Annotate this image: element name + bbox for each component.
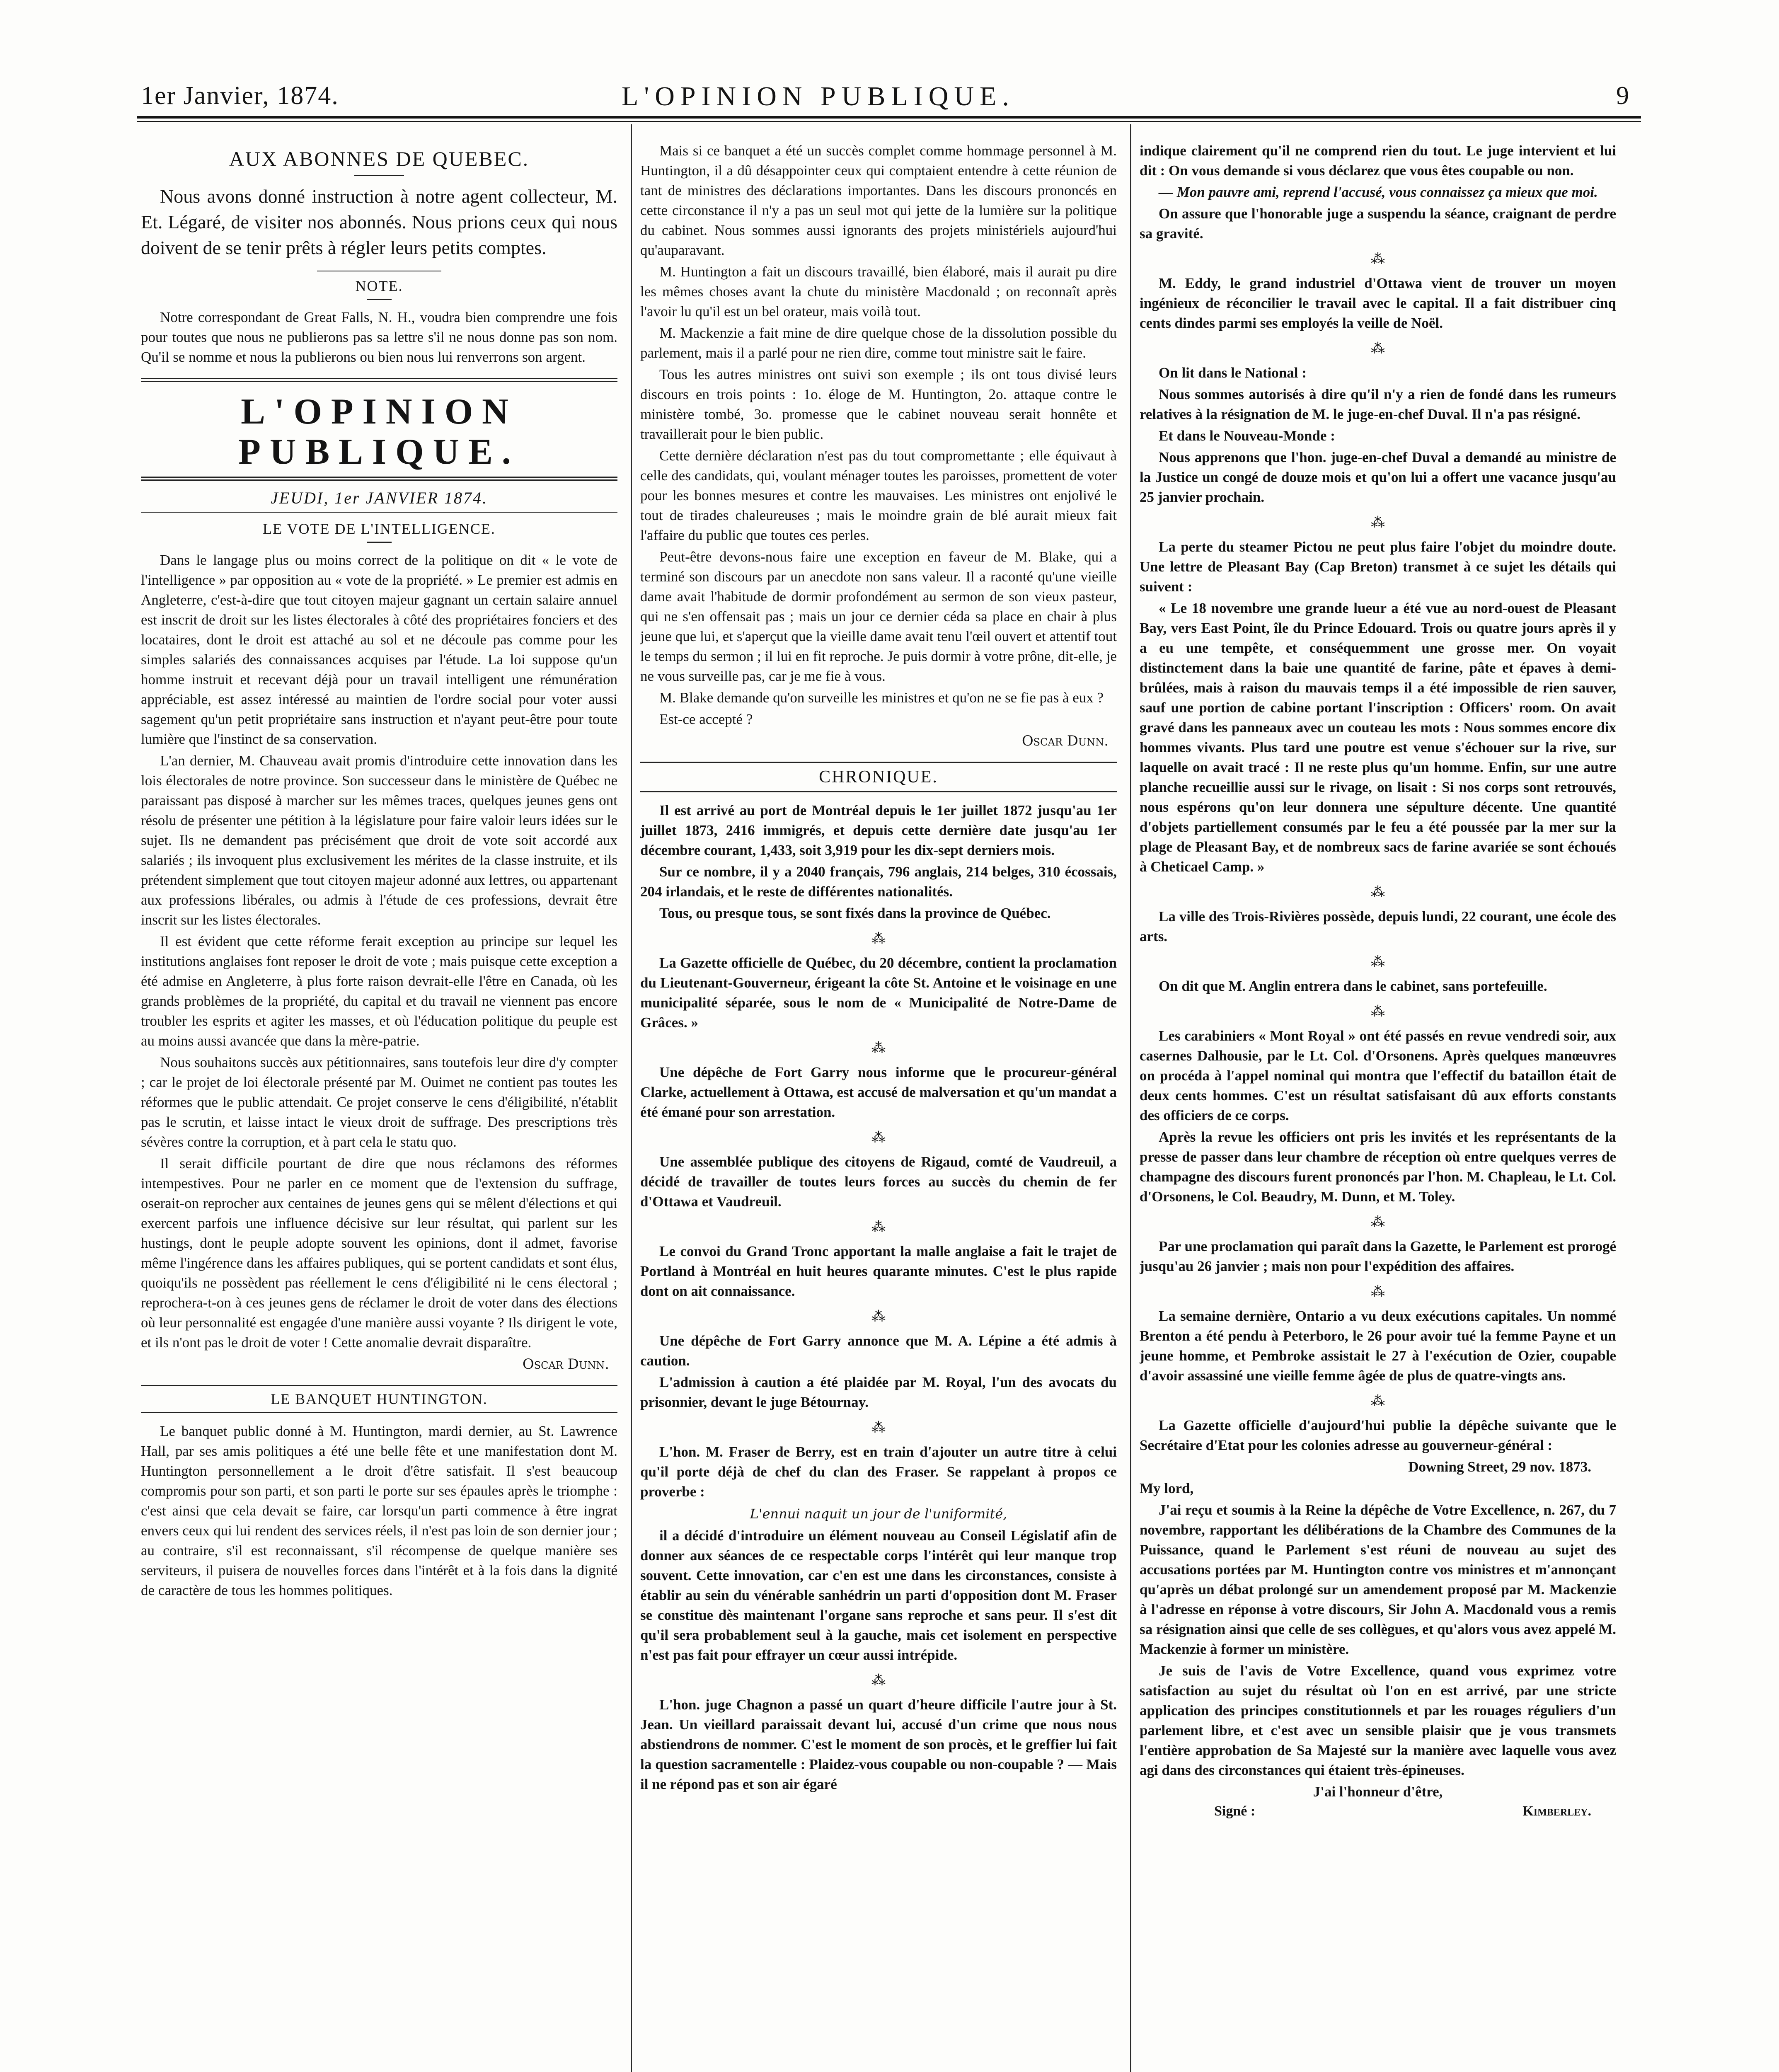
national-intro: On lit dans le National :	[1159, 365, 1307, 381]
dateline-rule	[141, 512, 617, 513]
nouveau-monde-intro: Et dans le Nouveau-Monde :	[1159, 428, 1335, 444]
letter-closing: J'ai l'honneur d'être,	[1313, 1784, 1443, 1800]
chronique-item: il a décidé d'introduire un élément nouveau au Conseil Législatif afin de donner aux séances de ce respectable corps l'intérêt qui leur manque trop souvent. Cette innovation, car c'en est une dans les circonstances, consiste à établir au sein du vénérable sanhédrin un parti d'opposition dont M. Fraser se constitue dès maintenant l'organe sans reproche et sans peur. Il s'est dit qu'il sera probablement seul à la gauche, mais cet isolement en perspective n'est pas fait pour effrayer un cœur aussi intrépide.	[640, 1527, 1117, 1663]
chronique-item: Une dépêche de Fort Garry annonce que M. A. Lépine a été admis à caution.	[640, 1333, 1117, 1369]
note-title: NOTE.	[355, 278, 403, 294]
vote-para: Il est évident que cette réforme ferait exception au principe sur lequel les institutions anglaises font reposer le droit de vote ; mais puisque cette exception a été admise en Angleterre, à plus forte raison devrait-elle l'être en Canada, où les grands problèmes de la propriété, du capital et du travail ne viennent pas encore troubler les esprits et agiter les masses, et où l'éducation politique du peuple est au moins aussi avancée que dans la mère-patrie.	[141, 933, 617, 1049]
chronique-item: Une assemblée publique des citoyens de Rigaud, comté de Vaudreuil, a décidé de travailler de toutes leurs forces au succès du chemin de fer d'Ottawa et Vaudreuil.	[640, 1154, 1117, 1210]
vote-para: Dans le langage plus ou moins correct de la politique on dit « le vote de l'intelligence » par opposition au « vote de la propriété. » Le premier est admis en Angleterre, c'est-à-dire que tout citoyen majeur gagnant un certain salaire annuel est inscrit de droit sur les listes électorales à côté des propriétaires fonciers et des locataires, dont le droit est attaché au sol et ne découle pas comme pour les simples salariés des connaissances acquises par l'étude. La loi suppose qu'un homme instruit et recevant déjà pour un travail intelligent une rémunération appréciable, est assez intéressé au maintien de l'ordre social pour voter aussi sagement qu'un petit propriétaire sans instruction et n'ayant peut-être pour toute lumière que l'instinct de sa conservation.	[141, 552, 617, 747]
carabiniers-para: Les carabiniers « Mont Royal » ont été passés en revue vendredi soir, aux casernes Dalhousie, par le Lt. Col. d'Orsonens. Après quelques manœuvres on procéda à l'appel nominal qui montra que l'effectif du bataillon était de deux cents hommes. C'est un résultat satisfaisant dû aux efforts constants des officiers de ce corps.	[1140, 1028, 1616, 1123]
separator-stars: ⁂	[871, 1419, 886, 1436]
chronique-item: Le convoi du Grand Tronc apportant la malle anglaise a fait le trajet de Portland à Montréal en huit heures quarante minutes. C'est le plus rapide dont on ait connaissance.	[640, 1243, 1117, 1299]
separator-stars: ⁂	[871, 930, 886, 947]
gazette-intro: La Gazette officielle d'aujourd'hui publie la dépêche suivante que le Secrétaire d'Etat pour les colonies adresse au gouverneur-général :	[1140, 1417, 1616, 1453]
chronique-item: L'hon. juge Chagnon a passé un quart d'heure difficile l'autre jour à St. Jean. Un vieillard paraissait devant lui, accusé d'un crime que nous nous abstiendrons de nommer. C'est le moment de son procès, et le greffier lui fait la question sacramentelle : Plaidez-vous coupable ou non-coupable ? — Mais il ne répond pas et son air égaré	[640, 1697, 1117, 1792]
letter-dateline: Downing Street, 29 nov. 1873.	[1408, 1459, 1591, 1475]
letter-salutation: My lord,	[1140, 1480, 1194, 1496]
header-title: L'OPINION PUBLIQUE.	[622, 81, 1015, 111]
vote-para: Il serait difficile pourtant de dire que nous réclamons des réformes intempestives. Pour ne parler en ce moment que de l'extension du suffrage, oserait-on reprocher aux centaines de jeunes gens qui se mêlent d'élections et qui exercent parfois une influence décisive sur leur résultat, qui parlent sur les hustings, dont le peuple adopte souvent les opinions, dont il admet, favorise même l'ingérence dans les affaires publiques, qui se portent candidats et sont élus, quoiqu'ils ne possèdent pas réellement le cens d'éligibilité ni le cens électoral ; reprochera-t-on à ces jeunes gens de réclamer le droit de voter dans des élections où leur personnalité est engagée d'une manière aussi voyante ? Ils dirigent le vote, et ils n'ont pas le droit de voter ! Cette anomalie devrait disparaître.	[141, 1155, 617, 1351]
vote-signature: Oscar Dunn.	[522, 1356, 609, 1372]
vote-title-rule	[367, 542, 392, 543]
banquet-title: LE BANQUET HUNTINGTON.	[141, 1385, 617, 1413]
column-divider-2	[1130, 124, 1131, 2072]
chronique-item: Il est arrivé au port de Montréal depuis le 1er juillet 1872 jusqu'au 1er juillet 1873, 2416 immigrés, et depuis cette dernière date jusqu'au 1er décembre courant, 1,433, soit 3,919 pour les dix-sept derniers mois.	[640, 802, 1117, 858]
chronique-item: M. Eddy, le grand industriel d'Ottawa vient de trouver un moyen ingénieux de réconcilier le travail avec le capital. Il a fait distribuer cinq cents dindes parmi ses employés la veille de Noël.	[1140, 275, 1616, 331]
chronique-item: La Gazette officielle de Québec, du 20 décembre, contient la proclamation du Lieutenant-Gouverneur, érigeant la côte St. Antoine et le voisinage en une municipalité séparée, sous le nom de « Municipalité de Notre-Dame de Grâces. »	[640, 955, 1117, 1031]
separator-stars: ⁂	[1371, 884, 1385, 900]
banquet-para: Cette dernière déclaration n'est pas du tout compromettante ; elle équivaut à celle des candidats, qui, voulant ménager toutes les paroisses, promettent de voter pour les bonnes mesures et contre les mauvaises. Les ministres ont enjolivé le tout de tirades chaleureuses ; mais le moindre grain de blé aurait mieux fait l'affaire du public que toutes ces perles.	[640, 448, 1117, 543]
column-divider-1	[631, 124, 632, 2072]
masthead-bottom-rule	[141, 477, 617, 481]
banquet-para: M. Huntington a fait un discours travaillé, bien élaboré, mais il aurait pu dire les mêmes choses avant la chute du ministère Macdonald ; on reconnaît après l'avoir lu qu'il est un bel orateur, mais voilà tout.	[640, 264, 1117, 320]
separator-stars: ⁂	[871, 1129, 886, 1146]
notice-body: Nous avons donné instruction à notre agent collecteur, M. Et. Légaré, de visiter nos abonnés. Nous prions ceux qui nous doivent de se tenir prêts à régler leurs petits comptes.	[141, 186, 617, 258]
separator-stars: ⁂	[871, 1219, 886, 1235]
anglin: On dit que M. Anglin entrera dans le cabinet, sans portefeuille.	[1159, 978, 1547, 994]
separator-stars: ⁂	[1371, 1283, 1385, 1300]
separator-stars: ⁂	[1371, 1393, 1385, 1409]
banquet-para: Le banquet public donné à M. Huntington, mardi dernier, au St. Lawrence Hall, par ses amis politiques a été une belle fête et une manifestation dont M. Huntington personnellement a le droit d'être satisfait. Il s'est beaucoup compromis pour son parti, et son parti le porte sur ses épaules après le triomphe : c'est ainsi que cela devait se faire, car lorsqu'un parti commence à être ingrat envers ceux qui lui rendent des services réels, il n'est pas loin de son dernier jour ; au contraire, s'il est reconnaissant, s'il récompense de quelque manière ses serviteurs, il puisera de nouvelles forces dans l'intérêt et à la fois dans la dignité de caractère de tous les hommes politiques.	[141, 1423, 617, 1598]
banquet-para: Mais si ce banquet a été un succès complet comme hommage personnel à M. Huntington, il a dû désappointer ceux qui comptaient entendre à cette réunion de tant de ministres des déclarations importantes. Dans les discours prononcés en cette circonstance il n'y a pas un seul mot qui jette de la lumière sur la politique du cabinet. Nous sommes aussi ignorants des projets ministériels aujourd'hui qu'auparavant.	[640, 143, 1117, 258]
chronique-item: On assure que l'honorable juge a suspendu la séance, craignant de perdre sa gravité.	[1140, 206, 1616, 242]
vote-title: LE VOTE DE L'INTELLIGENCE.	[263, 520, 496, 537]
chronique-item: — Mon pauvre ami, reprend l'accusé, vous connaissez ça mieux que moi.	[1159, 184, 1598, 200]
header-rule	[137, 116, 1641, 119]
separator-stars: ⁂	[871, 1672, 886, 1689]
chronique-item: Tous, ou presque tous, se sont fixés dans la province de Québec.	[659, 905, 1051, 921]
separator-stars: ⁂	[1371, 1214, 1385, 1230]
header-rule-2	[137, 121, 1641, 122]
notice-title-rule	[354, 175, 404, 176]
separator-stars: ⁂	[1371, 251, 1385, 267]
note-title-rule	[367, 299, 392, 300]
column-1	[141, 141, 617, 2072]
chronique-title: CHRONIQUE.	[640, 762, 1117, 792]
carabiniers-para: Après la revue les officiers ont pris les invités et les représentants de la presse de passer dans leur chambre de réception où entre quelques verres de champagne des discours furent prononcés par l'hon. M. Chapleau, le Lt. Col. d'Orsonens, le Col. Beaudry, M. Dunn, et M. Toley.	[1140, 1129, 1616, 1205]
chronique-item: L'hon. M. Fraser de Berry, est en train d'ajouter un autre titre à celui qu'il porte déjà de chef du clan des Fraser. Se rappelant à propos ce proverbe :	[640, 1444, 1117, 1500]
banquet-para: M. Blake demande qu'on surveille les ministres et qu'on ne se fie pas à eux ?	[659, 690, 1104, 706]
pictou-para: La perte du steamer Pictou ne peut plus faire l'objet du moindre doute. Une lettre de Pleasant Bay (Cap Breton) transmet à ce sujet les détails qui suivent :	[1140, 539, 1616, 595]
banquet-para: Peut-être devons-nous faire une exception en faveur de M. Blake, qui a terminé son discours par un anecdote non sans valeur. Il a raconté qu'une vieille dame avait l'habitude de dormir profondément au sermon de son vieux pasteur, qui ne s'en offensait pas ; mais un jour ce dernier céda sa place en chair à plus jeune que lui, et s'aperçut que la vieille dame avait tenu l'œil ouvert et attentif tout le temps du sermon ; il lui en fit reproche. Je puis dormir à votre prône, dit-elle, je ne vous surveille pas, car je me fie à vous.	[640, 549, 1117, 684]
banquet-para: M. Mackenzie a fait mine de dire quelque chose de la dissolution possible du parlement, mais il a parlé pour ne rien dire, comme tout ministre sait le faire.	[640, 325, 1117, 361]
vote-para: Nous souhaitons succès aux pétitionnaires, sans toutefois leur dire d'y compter ; car le projet de loi électorale présenté par M. Ouimet ne contient pas toutes les réformes que le public attendait. Ce projet conserve le cens d'éligibilité, n'établit pas le scrutin, et laisse intact le vieux droit de suffrage. Des prescriptions très sévères contre la corruption, et à part cela le statu quo.	[141, 1054, 617, 1150]
separator-stars: ⁂	[1371, 954, 1385, 970]
letter-signed	[1140, 1803, 1616, 1819]
trois-rivieres: La ville des Trois-Rivières possède, depuis lundi, 22 courant, une école des arts.	[1140, 908, 1616, 944]
proverb: L'ennui naquit un jour de l'uniformité,	[750, 1506, 1007, 1522]
column-3	[1140, 141, 1616, 2072]
national-body: Nous sommes autorisés à dire qu'il n'y a rien de fondé dans les rumeurs relatives à la résignation de M. le juge-en-chef Duval. Il n'a pas résigné.	[1140, 386, 1616, 422]
proclamation: Par une proclamation qui paraît dans la Gazette, le Parlement est prorogé jusqu'au 26 janvier ; mais non pour l'expédition des affaires.	[1140, 1238, 1616, 1274]
separator-stars: ⁂	[871, 1040, 886, 1056]
letter-para: Je suis de l'avis de Votre Excellence, quand vous exprimez votre satisfaction au sujet du résultat où l'on en est arrivé, par une stricte application des principes constitutionnels et par les rouages réguliers d'un parlement libre, et c'est avec un sensible plaisir que je vous transmets l'entière approbation de Sa Majesté sur la manière avec laquelle vous avez agi dans des circonstances qui étaient très-épineuses.	[1140, 1663, 1616, 1778]
masthead: L'OPINION PUBLIQUE.	[238, 392, 520, 472]
banquet-signature: Oscar Dunn.	[1021, 733, 1109, 749]
vote-para: L'an dernier, M. Chauveau avait promis d'introduire cette innovation dans les lois électorales de notre province. Son successeur dans le ministère de Québec ne paraissant pas disposé à marcher sur les mêmes traces, quelques jeunes gens ont résolu de présenter une pétition à la législature pour faire valoir leurs idées sur le sujet. Ils ne demandent pas précisément que droit de vote soit accordé aux salariés ; ils invoquent plus exclusivement les mérites de la classe instruite, et ils prétendent simplement que tout citoyen majeur adonné aux lettres, ou appartenant aux professions libérales, ou admis à l'étude de ces professions, devrait être inscrit sur les listes électorales.	[141, 752, 617, 928]
header-page-number: 9	[1616, 82, 1630, 110]
nouveau-monde-body: Nous apprenons que l'hon. juge-en-chef Duval a demandé au ministre de la Justice un congé de douze mois et qu'on lui a offert une vacance jusqu'au 25 janvier prochain.	[1140, 449, 1616, 505]
masthead-top-rule	[141, 378, 617, 382]
signed-label: Signé :	[1214, 1803, 1256, 1819]
chronique-item: L'admission à caution a été plaidée par M. Royal, l'un des avocats du prisonnier, devant le juge Bétournay.	[640, 1374, 1117, 1410]
header-date: 1er Janvier, 1874.	[141, 82, 339, 110]
column-2	[640, 141, 1117, 2072]
note-body: Notre correspondant de Great Falls, N. H., voudra bien comprendre une fois pour toutes que nous ne publierons pas sa lettre s'il ne nous donne pas son nom. Qu'il se nomme et nous la publierons ou bien nous lui renverrons son argent.	[141, 309, 617, 365]
executions: La semaine dernière, Ontario a vu deux exécutions capitales. Un nommé Brenton a été pendu à Peterboro, le 26 pour avoir tué la femme Payne et un jeune homme, et Pembroke assistait le 27 à l'exécution de Ozier, coupable d'avoir assassiné une vieille femme âgée de plus de quatre-vingts ans.	[1140, 1308, 1616, 1384]
letter-para: J'ai reçu et soumis à la Reine la dépêche de Votre Excellence, n. 267, du 7 novembre, rapportant les délibérations de la Chambre des Communes de la Puissance, quand le Parlement s'est réuni de nouveau au sujet des accusations portées par M. Huntington contre vos ministres et m'annonçant qu'après un débat prolongé sur un amendement proposé par M. Mackenzie à l'adresse en réponse à votre discours, Sir John A. Macdonald vous a remis sa résignation ainsi que celle de ses collègues, et qu'alors vous avez appelé M. Mackenzie à former un ministère.	[1140, 1502, 1616, 1657]
separator-stars: ⁂	[871, 1308, 886, 1325]
separator-stars: ⁂	[1371, 1003, 1385, 1020]
separator-stars: ⁂	[1371, 514, 1385, 531]
banquet-para: Est-ce accepté ?	[659, 711, 753, 727]
separator-stars: ⁂	[1371, 340, 1385, 357]
signed-name: Kimberley.	[1522, 1803, 1591, 1819]
banquet-para: Tous les autres ministres ont suivi son exemple ; ils ont tous divisé leurs discours en trois points : 1o. éloge de M. Huntington, 2o. attaque contre le ministère tombé, 3o. promesse que le cabinet nouveau serait honnête et travaillerait pour le bien public.	[640, 366, 1117, 442]
notice-title: AUX ABONNES DE QUEBEC.	[229, 147, 530, 170]
pictou-para: « Le 18 novembre une grande lueur a été vue au nord-ouest de Pleasant Bay, vers East Point, île du Prince Edouard. Trois ou quatre jours après il y a eu une tempête, et conséquemment une grosse mer. On voyait distinctement dans la baie une quantité de farine, pâte et épaves à demi-brûlées, mais à raison du mauvais temps il a été impossible de rien sauver, sauf une portion de cabine portant l'inscription : Officers' room. On avait gravé dans les panneaux avec un couteau les mots : Nous sommes encore dix hommes vivants. Plus tard une poutre est venue s'échouer sur la rive, sur laquelle on avait tracé : Il ne reste plus qu'un homme. Enfin, sur une autre planche recueillie aussi sur le rivage, on lisait : Si nos corps sont retrouvés, nous espérons qu'on leur donnera une sépulture décente. Une quantité d'objets partiellement consumés par le feu a été poussée par la mer sur la plage de Pleasant Bay, et de nombreux sacs de farine avariée se sont échoués à Cheticael Camp. »	[1140, 600, 1616, 875]
issue-dateline: JEUDI, 1er JANVIER 1874.	[270, 488, 488, 507]
chronique-item: Une dépêche de Fort Garry nous informe que le procureur-général Clarke, actuellement à Ottawa, est accusé de malversation et qu'un mandat a été émané pour son arrestation.	[640, 1064, 1117, 1120]
chronique-item: Sur ce nombre, il y a 2040 français, 796 anglais, 214 belges, 310 écossais, 204 irlandais, et le reste de différentes nationalités.	[640, 864, 1117, 900]
chronique-item: indique clairement qu'il ne comprend rien du tout. Le juge intervient et lui dit : On vous demande si vous déclarez que vous êtes coupable ou non.	[1140, 143, 1616, 179]
